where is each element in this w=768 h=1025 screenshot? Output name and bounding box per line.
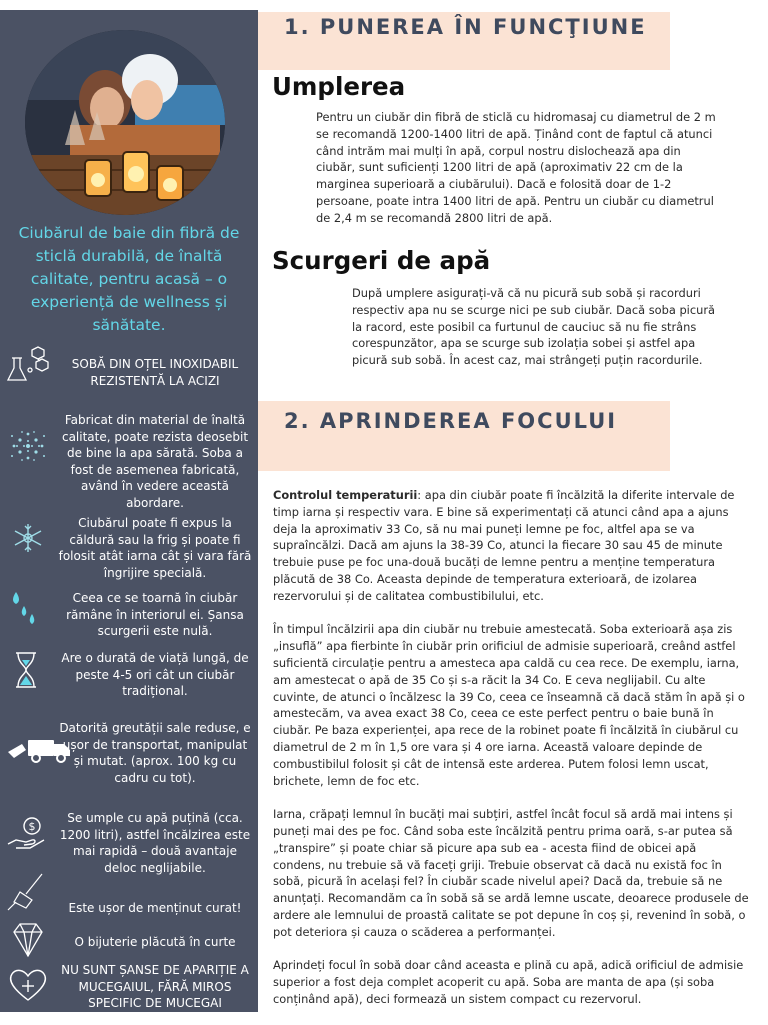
feature-text: Fabricat din material de înaltă calitate, poate rezista deosebit de bine la apa sărată. Soba a fost de asemenea fabricată, având în vedere această abordare. (61, 413, 249, 510)
sun-snowflake-icon (6, 518, 50, 558)
feature-text: O bijuterie plăcută în curte (74, 935, 236, 949)
feature-item (0, 340, 258, 390)
winter-paragraph: Iarna, crăpați lemnul în bucăți mai subțiri, astfel încât focul să ardă mai intens și puneți mai des pe foc. Când soba este încălzită pentru prima oară, s-ar putea să „transpire” și poate chiar să picure apa sub ea - acesta fiind de obicei apă condens, nu trebuie să vă faceți griji. Trebuie observat că dacă nu există foc în sobă, picură în același fel? În ciubăr scade nivelul apei? Dacă da, trebuie să ne anunțați. Recomandăm ca în sobă să se ardă lemne uscate, deoarece produsele de ardere ale lemnului de proastă calitate se pot depune în coș și, revenind în sobă, o pot deteriora și cauza o scăderea a performanței. (273, 807, 749, 939)
control-text: : apa din ciubăr poate fi încălzită la diferite intervale de timp iarna și respectiv vara. E bine să experimentați că atunci când apa a ajuns deja la aproximativ 33 Co, să nu mai puneți lemne pe foc, altfel apa se va supraîncălzi. Dacă am ajuns la 38-39 Co, atunci la fiecare 30 sau 45 de minute trebuie puse pe foc una-două bucăți de lemne pentru a menține temperatura plăcută de 38 Co. Aceasta depinde de temperatura exterioară, de izolarea rezervorului și de calitatea combustibilului, etc. (273, 488, 735, 603)
cleaning-brush-icon (6, 872, 50, 912)
money-hand-icon (6, 814, 50, 854)
feature-item (0, 708, 258, 802)
hot-tub-photo (25, 30, 225, 215)
water-drops-icon (6, 588, 50, 628)
umplerea-title: Umplerea (272, 72, 406, 101)
section2-header (258, 401, 670, 471)
feature-text: Are o durată de viață lungă, de peste 4-5 ori cât un ciubăr tradițional. (61, 651, 249, 698)
feature-text: Ceea ce se toarnă în ciubăr rămâne în interiorul ei. Șansa scurgerii este nulă. (66, 591, 244, 638)
hourglass-icon (6, 650, 50, 690)
feature-item (0, 868, 258, 918)
section1-header-text: 1. PUNEREA ÎN FUNCŢIUNE (284, 15, 647, 39)
feature-item (0, 800, 258, 875)
chemistry-flask-icon (6, 344, 50, 384)
sidebar (0, 10, 258, 1012)
umplerea-text: Pentru un ciubăr din fibră de sticlă cu hidromasaj cu diametrul de 2 m se recomandă 1200-1400 litri de apă. Ținând cont de faptul că atunci când intrăm mai mulți în apă, corpul nostru dislochează apa din ciubăr, sunt suficienți 1200 litri de apă (aproximativ 22 cm de la marginea superioară a ciubărului). Dacă e folosită doar de 1-2 persoane, poate intra 1400 litri de apă. Pentru un ciubăr cu diametrul de 2,4 m se recomandă 2800 litri de apă. (316, 110, 716, 225)
diamond-icon (6, 920, 50, 960)
section2-header-text: 2. APRINDEREA FOCULUI (284, 409, 618, 433)
ignite-paragraph: Aprindeți focul în sobă doar când aceasta e plină cu apă, adică orificiul de admisie superior a fost deja complet acoperit cu apă. Soba are manta de apa (și soba conținând apă), deci formează un sistem compact cu rezervorul. (273, 958, 744, 1006)
feature-item (0, 642, 258, 702)
feature-text: Este ușor de menținut curat! (68, 901, 242, 915)
salt-crystals-icon (6, 426, 50, 466)
feature-text: Ciubărul poate fi expus la căldură sau la frig și poate fi folosit atât iarna cât și vara fără îngrijire specială. (58, 516, 252, 580)
section2-body (273, 487, 751, 1025)
control-paragraph (273, 487, 751, 605)
scurgeri-title: Scurgeri de apă (272, 246, 491, 275)
heart-plus-icon (6, 964, 50, 1004)
feature-text: Datorită greutății sale reduse, e ușor de transportat, manipulat și mutat. (aprox. 100 kg cu cadru cu tot). (59, 721, 251, 785)
sidebar-tagline: Ciubărul de baie din fibră de sticlă durabilă, de înaltă calitate, pentru acasă – o experiență de wellness și sănătate. (18, 224, 240, 334)
feature-text: SOBĂ DIN OȚEL INOXIDABIL REZISTENTĂ LA ACIZI (71, 357, 239, 388)
feature-item (0, 408, 258, 510)
svg-text:$: $ (28, 820, 36, 833)
control-label: Controlul temperaturii (273, 488, 418, 502)
photo-illustration (25, 30, 225, 215)
feature-text: Se umple cu apă puțină (cca. 1200 litri), astfel încălzirea este mai rapidă – două avantaje deloc neglijabile. (59, 811, 251, 875)
feature-item (0, 584, 258, 638)
scurgeri-text: După umplere asigurați-vă că nu picură sub sobă și racorduri respectiv apa nu se scurge nici pe sub ciubăr. Dacă soba picură la racord, este posibil ca furtunul de cauciuc să nu fie strâns corespunzător, apa se scurge sub izolația sobei și astfel apa picură sub sobă. În acest caz, mai strângeți puțin racordurile. (352, 286, 715, 368)
section1-header (258, 12, 670, 70)
feature-item (0, 956, 258, 1012)
feature-item (0, 508, 258, 578)
mixing-paragraph: În timpul încălzirii apa din ciubăr nu trebuie amestecată. Soba exterioară așa zis „insuflă” apa fierbinte în ciubăr prin orificiul de admisie superioară, creând astfel suficientă circulație pentru a amesteca apa caldă cu cea rece. De exemplu, iarna, am amestecat o apă de 35 Co și s-a răcit la 34 Co. E ceva neglijabil. Cu alte cuvinte, de atunci o încălzesc la 39 Co, ceea ce înseamnă că dacă stăm în apă și o amestecăm, va avea exact 38 Co, ceea ce este perfect pentru o baie bună în ciubăr. Pe baza experienței, apa rece de la robinet poate fi încălzită în ciubărul cu diametrul de 2 m în 1,5 ore vara și 4 ore iarna. Această valoare depinde de combustibilul folosit și cât de intensă este arderea. Putem folosi lemn uscat, brichete, lemn de foc etc. (273, 622, 745, 788)
feature-text: NU SUNT ȘANSE DE APARIȚIE A MUCEGAIUL, FĂRĂ MIROS SPECIFIC DE MUCEGAI (61, 963, 249, 1010)
